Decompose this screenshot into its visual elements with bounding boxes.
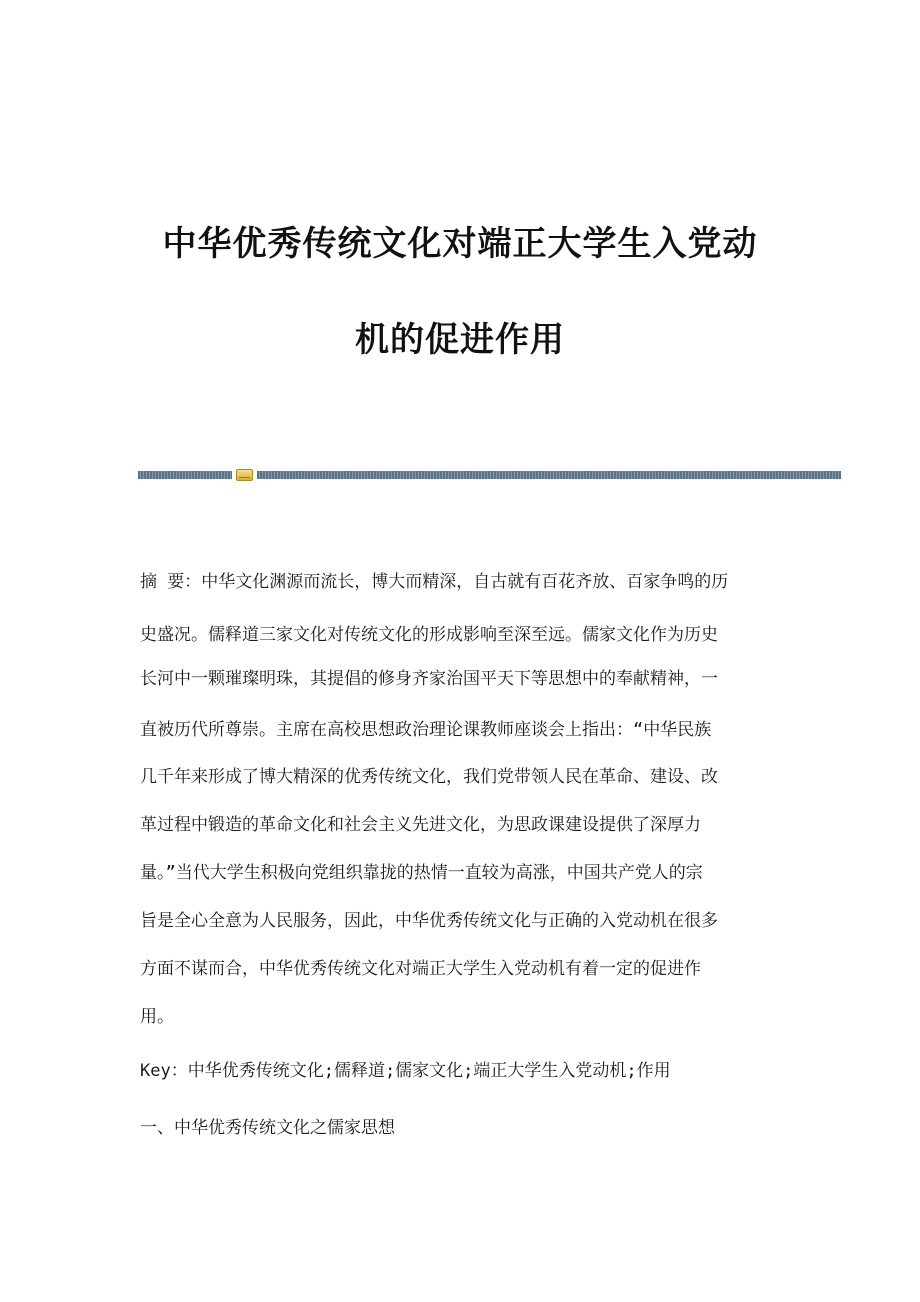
abstract-line: 史盛况。儒释道三家文化对传统文化的形成影响至深至远。儒家文化作为历史 <box>140 625 718 645</box>
abstract-line: 直被历代所尊崇。主席在高校思想政治理论课教师座谈会上指出：“中华民族 <box>140 720 712 740</box>
abstract-line: 方面不谋而合，中华优秀传统文化对端正大学生入党动机有着一定的促进作 <box>140 959 701 979</box>
abstract-line: 用。 <box>140 1007 174 1027</box>
section-heading: 一、中华优秀传统文化之儒家思想 <box>140 1118 395 1138</box>
envelope-icon <box>236 469 253 481</box>
abstract-line: 革过程中锻造的革命文化和社会主义先进文化，为思政课建设提供了深厚力 <box>140 815 701 835</box>
divider-bar-left <box>138 471 232 479</box>
abstract-line: 几千年来形成了博大精深的优秀传统文化，我们党带领人民在革命、建设、改 <box>140 767 718 787</box>
keywords: Key：中华优秀传统文化;儒释道;儒家文化;端正大学生入党动机;作用 <box>140 1061 671 1081</box>
abstract-line: 长河中一颗璀璨明珠，其提倡的修身齐家治国平天下等思想中的奉献精神，一 <box>140 669 718 689</box>
abstract-line: 旨是全心全意为人民服务，因此，中华优秀传统文化与正确的入党动机在很多 <box>140 911 718 931</box>
abstract-line: 量。”当代大学生积极向党组织靠拢的热情一直较为高涨，中国共产党人的宗 <box>140 863 703 883</box>
divider-bar-right <box>257 471 841 479</box>
abstract-line: 摘 要：中华文化渊源而流长，博大而精深，自古就有百花齐放、百家争鸣的历 <box>140 572 729 592</box>
page-title-line-2: 机的促进作用 <box>355 320 565 360</box>
page-title-line-1: 中华优秀传统文化对端正大学生入党动 <box>162 224 758 264</box>
